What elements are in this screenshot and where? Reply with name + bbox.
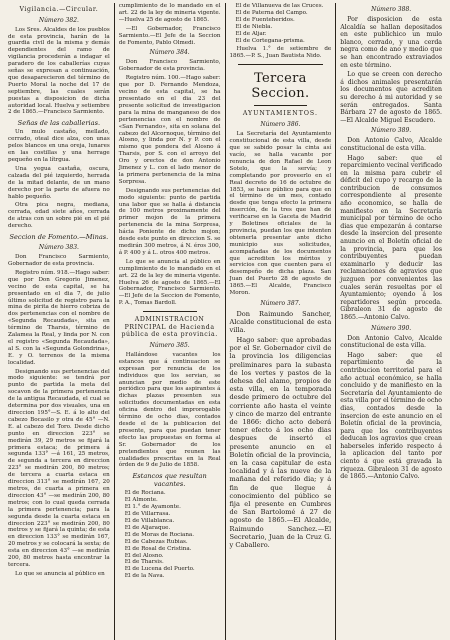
- list-item: El de Villablanca.: [124, 517, 175, 524]
- paragraph: Hago saber: que aprobadas por el Sr. Gobernador civil de la provincia los diligencias preliminares para la subasta de los vertes y pastos de la dehesa del alamo, propios de esta villa, en la temporada desde primero de octubre del corriente año hasta el veinte y cinco de marzo del entrante de 1866: dicho acto deberá tener efecto á los ocho dias despues de insertó el presente anuncio en el Boletín oficial de la provincia, en la casa capitular de esta localidad y á las nueve de la mañana del referido dia; y á fin de que llegue á conocimiento del público se fija el presente en Cumbres de San Bartolomé á 27 de agosto de 1865.—El Alcalde, Raimundo Sanchez.—El Secretario, Juan de la Cruz G. y Caballero.: [229, 336, 332, 550]
- list-item: El de Cabezas Rubias.: [124, 538, 188, 545]
- paragraph: Don Francisco Sarmiento, Gobernador de esta provincia.: [118, 59, 221, 73]
- list-item: El de Lucena del Puerto.: [124, 566, 195, 573]
- notice-number: Número 386.: [260, 121, 301, 129]
- paragraph: Un mulo castaño, mellado, cerrado, oteal dice alza, con unas pelos blancos en una oreja, lunares en las costillas y una herrage pequeño en la lítrgua.: [8, 129, 110, 163]
- paragraph: Una yegua castaña, oscura, calzada del pié izquierdo, herrada de la mitad delante, de un mano derecho por la parte de afuera no hablo pequeño.: [8, 165, 110, 200]
- paragraph: Hago saber: que el repartimiento de la contribucion territorial para el año actual económico, se halla concluido y de manifiesto en la Secretaría del Ayuntamiento de esta villa por el término de ocho dias, contados desde la insercion de este anuncio en el Boletín oficial de la provincia, para que los contribuyentes deducan los agravios que crean haberseles inferido respecto á la aplicacion del tanto por ciento á que está gravada la riqueza. Gibraleon 31 de agosto de 1865.—Antonio Calvo.: [340, 351, 442, 481]
- paragraph: La Secretaría del Ayuntamiento constitucional de esta villa, desde que se sabido posar la cinta así vacío, se halla vacante por renuncia de don Rafael de Leon Sotelo, que la servía; y completando por proveerlo en el Real decreto de 16 de octubre de 1853, se hace público para que en el término de un mes, contado desde que tenga efecto la primera inserción, de la tres que han de verificarse en la Gaceta de Madrid y Boletines oficiales de la provincia, puedan los que intenten obtenerla presentar ante dicho municipio sus solicitudes, acompañadas de los documentos que acrediten los méritos y servicios con que cuenten para el desempeño de dicha plaza. San Juan del Puerto 28 de agosto de 1865.—El Alcalde, Francisco Moron.: [229, 131, 332, 297]
- list-item: El de Aljar.: [235, 30, 267, 37]
- paragraph: Don Francisco Sarmiento, Gobernador de esta provincia.: [8, 254, 110, 267]
- list-item: El de Fuenteheridos.: [235, 16, 295, 23]
- section-title-tercera: Tercera Seccion.: [251, 71, 310, 102]
- vacant-list-continued: [236, 3, 332, 44]
- divider: [143, 311, 197, 312]
- paragraph: Lo que se creen con derecho á dichos animales presentarán los documentos que acrediten su derecho á mi autoridad y se serán entregados. Santa Bárbara 27 de agosto de 1865.—El Alcalde Miguel Escudero.: [340, 71, 442, 124]
- list-item: El del Alosno.: [124, 552, 164, 559]
- paragraph: Registro núm. 918.—Hago saber: que por Don Gregorio Jimenez, vecino de esta capital, se ha presentado en el dia 7, de julio último solicitud de registro para la mina de pirita de hierro cobriza de dos pertenencias con el nombre de «Segunda Recaudada», sita en término de Tharsis, término de Zalamea la Real, y linda por N. con el registro «Segunda Recaudada», al S. con la «Segunda Golondrina», E. y O. terrenos de la misma localidad.: [8, 269, 110, 366]
- paragraph: Hallándose vacantes los estancos que á continuacion se expresan por renuncia de los individuos que los servian, se anuncian por medio de este periódico para que los aspirantes á dichas plazas presenten sus solicitudes documentadas en esta oficina dentro del improrogable término de ocho dias, contados desde el de la publicacion del presente, para que puedan tener efecto las propuestas en forma al Sr. Gobernador de los pretendientes que reunen las cualidades prescritas en la Real órden de 9 de Julio de 1858.: [118, 351, 221, 469]
- notice-number: Número 383.: [38, 244, 79, 252]
- paragraph: Lo que se anuncia al público en: [15, 570, 105, 577]
- paragraph: Lo que se anuncia al público en cumplimiento de lo mandado en el art. 22 de la ley de mineria vigente. Huelva 26 de agosto de 1865.—El Gobernador, Francisco Sarmiento.—El Jefe de la Seccion de Fomento, P. A., Tomas Bardoll.: [118, 258, 221, 307]
- list-item: El de Villarrasa.: [124, 511, 171, 518]
- list-item: El de Rosal de Cristina.: [124, 545, 192, 552]
- section-heading-administracion: ADMINISTRACION PRINCIPAL de Hacienda pública de esta provincia.: [121, 316, 218, 339]
- list-item: El de Tharsis.: [124, 559, 164, 566]
- paragraph: Registro núm. 100.—Hago saber: que por D. Fernando Mendoza, vecino de esta capital, se ha presentado en el dia 23 del presente solicitud de investigacion para la mina de manganeso de dos pertenencias con el nombre de «San Fernando», sita en solana del cabezo del Alcornoque, término del Alosno, y linda por N. y P. con el mismo que pondera del Alosno á Tharsis, por S. con el arroyo del Oro y orectos de don Antonio Jimenez y L. con el lado menor de la primera pertenencia de la mina Sorpresa.: [118, 75, 221, 185]
- paragraph: Don Antonio Calvo, Alcalde constitucional de esta villa.: [340, 334, 442, 350]
- subheading: Estancos que resultan vacantes.: [132, 472, 207, 489]
- section-subtitle: AYUNTAMIENTOS.: [242, 110, 318, 118]
- paragraph: Don Antonio Calvo, Alcalde constitucional de esta villa.: [340, 137, 442, 152]
- notice-number: Número 384.: [149, 49, 190, 57]
- list-item: El Almonte.: [124, 497, 158, 504]
- notice-number: Número 388.: [371, 6, 412, 13]
- notice-number: Número 385.: [149, 341, 190, 349]
- list-item: El 1.° de Ayamonte.: [124, 504, 181, 511]
- signature: —El Gobernador, Francisco Sarmiento.—El Jefe de la Seccion de Fomento, Pablo Olmedi.: [118, 25, 221, 46]
- vacant-list: [125, 490, 221, 580]
- signature: Huelva 1.° de setiembre de 1865.—P. S., Juan Bautista Nido.: [229, 46, 332, 60]
- subheading: Señas de las caballerias.: [17, 119, 101, 128]
- list-item: El de Villanueva de las Cruces.: [235, 3, 324, 9]
- notice-number: Número 390.: [371, 324, 412, 332]
- paragraph: Los Sres. Alcaldes de los pueblos de esta provincia, harán de la guardia civil de la misma y demás dependientes del ramo de vigilancia procederán a indagar el paradero de los caballerías cuyas señas se expresan a continuación, que desaparecieron del término de Puerto Moral la noche del 17 de septiembre, las cuales serán puestas a disposicion de dicha autoridad local. Huelva y setiembre 2 de 1865.—Francisco Sarmiento.: [8, 26, 110, 116]
- paragraph: Por disposicion de esta Alcaldía se hallan depositados en este publichico un mulo blanco, cerrado, y una cerda negra como de ano y medio que se han encontrado extraviados en este término.: [340, 16, 442, 69]
- notice-number: Número 387.: [260, 300, 301, 307]
- list-item: El de Moras de Rociana.: [124, 531, 195, 538]
- paragraph: Hago saber: que el reparcimiento vecinal verificado en la misma para cubrir el déficit del cupo y recargo de la contribucion de consumos correspondiente al presente año economico, se halla de manifiesto en la Secretaría municipal por término de ocho dias que empezarán á contarse desde la insercion del presente anuncio en el Boletín oficial de la provincia, para que los contribuyentes puedan examinarlo y deducir las reclamaciones de agravios que juzguen por convenientes las cuales serán resueltas por el Ayuntamiento; oyendo á los repartidores según proceda. Gibraleon 31 de agosto de 1865.—Antonio Calvo.: [340, 154, 442, 321]
- paragraph: Designando sus pertenencias del modo siguiente: punto de partida una labor que se halla á distancia de 100 metros proximamente del primer mojon de la primera pertenencia de la mina Sorpresa, hácia Poniente de dicho mojon; desde este punto en direccion S. se medirán 300 metros, á N. éros 300, á P. 400 y á L. otros 400 metros.: [118, 187, 221, 256]
- list-item: El de Niebla.: [235, 23, 273, 30]
- list-item: El de Paterna del Campo.: [235, 9, 308, 16]
- column-3: [226, 3, 337, 640]
- column-4: [336, 3, 446, 640]
- paragraph: Otra pica negra, mediana, cerrada, edad siete años, cerrada de atras con un sobre pié en el pié derecho.: [8, 202, 110, 230]
- column-1: [4, 3, 115, 640]
- divider: [254, 105, 308, 106]
- subheading: Seccion de Fomento.—Minas.: [9, 233, 109, 242]
- notice-number: Número 382.: [38, 16, 79, 24]
- paragraph: cumplimiento de lo mandado en el art. 22 de la ley de mineria vigente.—Huelva 25 de agosto de 1865.: [118, 3, 221, 23]
- list-item: El de la Nava.: [124, 573, 165, 580]
- list-item: El de Aljaraque.: [124, 524, 171, 531]
- paragraph: Designando sus pertenencias del modo siguiente: se tendrá por punto de partida la meta del socavon de la primera pertenencia de la antigua Recaudada, el cual se determina por dos visuales, una en direccion 195°—S. E. á lo alto del cabezo Bocasilo y otra de 45° —N. E. al cabezo del Toro. Desde dicho punto en direccion 223° se medirán 39, 29 metros se fijará la primera estaca; de primera á segunda 133° —á 161, 25 metros, de segunda a tercera en direccion 223° se medirán 200, 80 metros; de tercera a cuarta estaca en direccion 313° se medirán 167, 20 metros, de cuarta a primera en direccion 43° —se medirán 200, 80 metros; con lo cual queda cerrada la primera pertenencia; para la segunda desde la cuarta estaca en direccion 223° se medirán 200, 80 metros y se fijará la quinta; de esta en direccion 133° se medirán 167, 20 metros y se colocará la sexta; de esta en direccion 43° —se medirán 200, 80 metros hasta encontrar la tercera.: [8, 368, 110, 568]
- column-2: [115, 3, 226, 640]
- notice-number: Número 389.: [371, 127, 412, 135]
- list-item: El de Cortegana-prisma.: [235, 37, 305, 44]
- divider: [238, 64, 324, 65]
- list-item: El de Rociana.: [124, 490, 166, 497]
- section-heading-vigilancia: Vigilancia.—Circular.: [19, 6, 99, 13]
- paragraph: Don Raimundo Sancher, Alcalde constitucional de esta villa.: [229, 310, 332, 334]
